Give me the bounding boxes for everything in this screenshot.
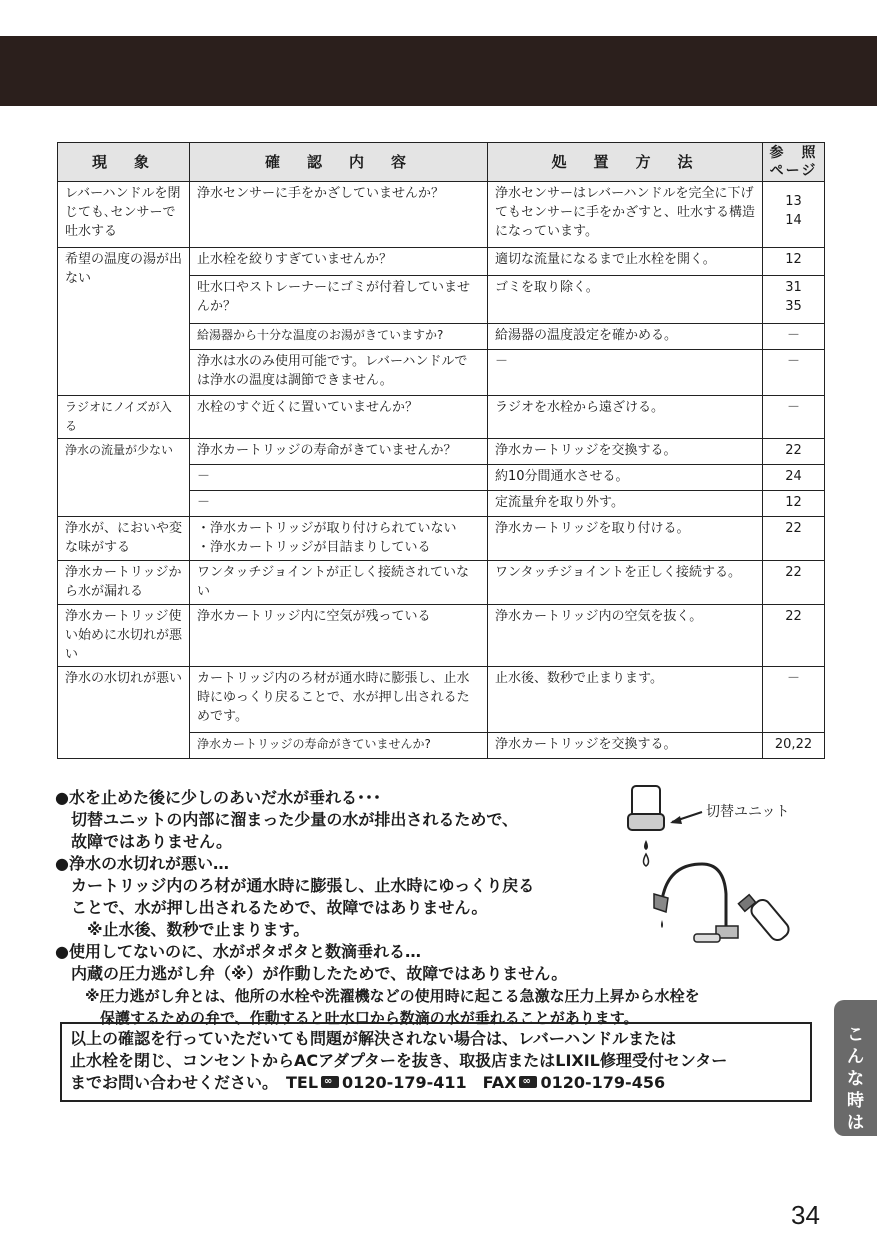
cell-ref: － (763, 667, 825, 733)
table-row (58, 561, 825, 605)
note-line: ●使用してないのに、水がポタポタと数滴垂れる… (55, 942, 421, 961)
contact-line-1: 以上の確認を行っていただいても問題が解決されない場合は、レバーハンドルまたは (70, 1029, 677, 1048)
cell-remedy: 定流量弁を取り外す。 (488, 491, 763, 517)
cell-remedy: ワンタッチジョイントを正しく接続する。 (488, 561, 763, 605)
cell-check: 浄水カートリッジの寿命がきていませんか? (190, 733, 488, 759)
cell-remedy: ラジオを水栓から遠ざける。 (488, 396, 763, 439)
cell-remedy: 浄水カートリッジを交換する。 (488, 439, 763, 465)
faucet-illustration (610, 780, 840, 960)
table-row (58, 396, 825, 439)
switch-unit-label: 切替ユニット (706, 804, 790, 820)
note-line: 内蔵の圧力逃がし弁（※）が作動したためで、故障ではありません。 (55, 964, 568, 983)
cell-remedy: ゴミを取り除く。 (488, 276, 763, 324)
cell-check: 止水栓を絞りすぎていませんか？ (190, 248, 488, 276)
side-tab[interactable] (834, 1000, 877, 1136)
note-line: カートリッジ内のろ材が通水時に膨張し、止水時にゆっくり戻る (55, 876, 535, 895)
cell-phenomenon: 浄水カートリッジ使い始めに水切れが悪い (58, 605, 190, 667)
troubleshooting-table (57, 142, 825, 759)
cell-phenomenon: 希望の温度の湯が出ない (58, 248, 190, 396)
cell-remedy: 浄水カートリッジを取り付ける。 (488, 517, 763, 561)
table-row (58, 605, 825, 667)
cell-phenomenon: 浄水カートリッジから水が漏れる (58, 561, 190, 605)
note-line: ●浄水の水切れが悪い… (55, 854, 229, 873)
note-line: ●水を止めた後に少しのあいだ水が垂れる･･･ (55, 788, 381, 807)
note-line: ことで、水が押し出されるためで、故障ではありません。 (55, 898, 488, 917)
tel-number[interactable]: 0120-179-411 (342, 1073, 467, 1092)
contact-line-3 (70, 1072, 810, 1094)
fax-label: FAX (482, 1073, 517, 1092)
cell-phenomenon: ラジオにノイズが入る (58, 396, 190, 439)
cell-ref: － (763, 396, 825, 439)
page-number: 34 (791, 1200, 820, 1230)
cell-check: 吐水口やストレーナーにゴミが付着していませんか？ (190, 276, 488, 324)
cell-remedy: 浄水カートリッジ内の空気を抜く。 (488, 605, 763, 667)
table-row (58, 182, 825, 248)
cell-ref: 22 (763, 439, 825, 465)
cell-ref: 12 (763, 491, 825, 517)
header-bar (0, 36, 877, 106)
cell-check: － (190, 491, 488, 517)
cell-check: 給湯器から十分な温度のお湯がきていますか? (190, 324, 488, 350)
contact-box (60, 1022, 812, 1102)
side-tab-char: 時 (847, 1091, 864, 1111)
cell-remedy: 適切な流量になるまで止水栓を開く。 (488, 248, 763, 276)
cell-ref: 22 (763, 517, 825, 561)
side-tab-char: な (847, 1069, 864, 1089)
side-tab-char: は (847, 1113, 864, 1133)
table-header-row (58, 143, 825, 182)
cell-remedy: 浄水センサーはレバーハンドルを完全に下げてもセンサーに手をかざすと、吐水する構造になっています。 (488, 182, 763, 248)
note-line: 切替ユニットの内部に溜まった少量の水が排出されるためで、 (55, 810, 519, 829)
free-dial-icon (321, 1076, 339, 1088)
cell-check: 水栓のすぐ近くに置いていませんか？ (190, 396, 488, 439)
cell-check: 浄水センサーに手をかざしていませんか？ (190, 182, 488, 248)
cell-remedy: － (488, 350, 763, 396)
cell-ref: 22 (763, 605, 825, 667)
cell-check: － (190, 465, 488, 491)
note-line: ※圧力逃がし弁とは、他所の水栓や洗濯機などの使用時に起こる急激な圧力上昇から水栓を (55, 987, 700, 1005)
contact-line-3-prefix: までお問い合わせください。 TEL (70, 1073, 319, 1092)
note-line: 保護するための弁で、作動すると吐水口から数滴の水が垂れることがあります。 (55, 1009, 639, 1027)
cell-check: ・浄水カートリッジが取り付けられていない ・浄水カートリッジが目詰まりしている (190, 517, 488, 561)
contact-line-2: 止水栓を閉じ、コンセントからACアダプターを抜き、取扱店またはLIXIL修理受付センター (70, 1051, 728, 1070)
table-row (58, 439, 825, 465)
cell-ref: 12 (763, 248, 825, 276)
cell-ref: 13 14 (763, 182, 825, 248)
cell-phenomenon: 浄水の流量が少ない (58, 439, 190, 517)
cell-remedy: 約10分間通水させる。 (488, 465, 763, 491)
side-tab-char: ん (847, 1047, 864, 1067)
cell-ref: 20,22 (763, 733, 825, 759)
cell-ref: 24 (763, 465, 825, 491)
cell-phenomenon: 浄水の水切れが悪い (58, 667, 190, 759)
cell-ref: － (763, 350, 825, 396)
header-check: 確 認 内 容 (190, 143, 488, 182)
side-tab-char: こ (847, 1025, 864, 1045)
table-row (58, 517, 825, 561)
note-line: ※止水後、数秒で止まります。 (55, 920, 310, 939)
cell-ref: 31 35 (763, 276, 825, 324)
cell-check: 浄水は水のみ使用可能です。レバーハンドルでは浄水の温度は調節できません。 (190, 350, 488, 396)
cell-remedy: 給湯器の温度設定を確かめる。 (488, 324, 763, 350)
header-phenomenon: 現 象 (58, 143, 190, 182)
cell-check: ワンタッチジョイントが正しく接続されていない (190, 561, 488, 605)
cell-remedy: 止水後、数秒で止まります。 (488, 667, 763, 733)
header-ref-page: 参 照 ページ (763, 143, 825, 182)
cell-ref: － (763, 324, 825, 350)
cell-phenomenon: レバーハンドルを閉じても､センサーで吐水する (58, 182, 190, 248)
cell-check: 浄水カートリッジの寿命がきていませんか？ (190, 439, 488, 465)
header-remedy: 処 置 方 法 (488, 143, 763, 182)
note-line: 故障ではありません。 (55, 832, 232, 851)
cell-check: 浄水カートリッジ内に空気が残っている (190, 605, 488, 667)
cell-phenomenon: 浄水が、においや変な味がする (58, 517, 190, 561)
cell-ref: 22 (763, 561, 825, 605)
table-row (58, 667, 825, 733)
fax-number: 0120-179-456 (540, 1073, 666, 1092)
table-row (58, 248, 825, 276)
cell-check: カートリッジ内のろ材が通水時に膨張し、止水時にゆっくり戻ることで、水が押し出されるためです。 (190, 667, 488, 733)
cell-remedy: 浄水カートリッジを交換する。 (488, 733, 763, 759)
free-dial-icon (519, 1076, 537, 1088)
